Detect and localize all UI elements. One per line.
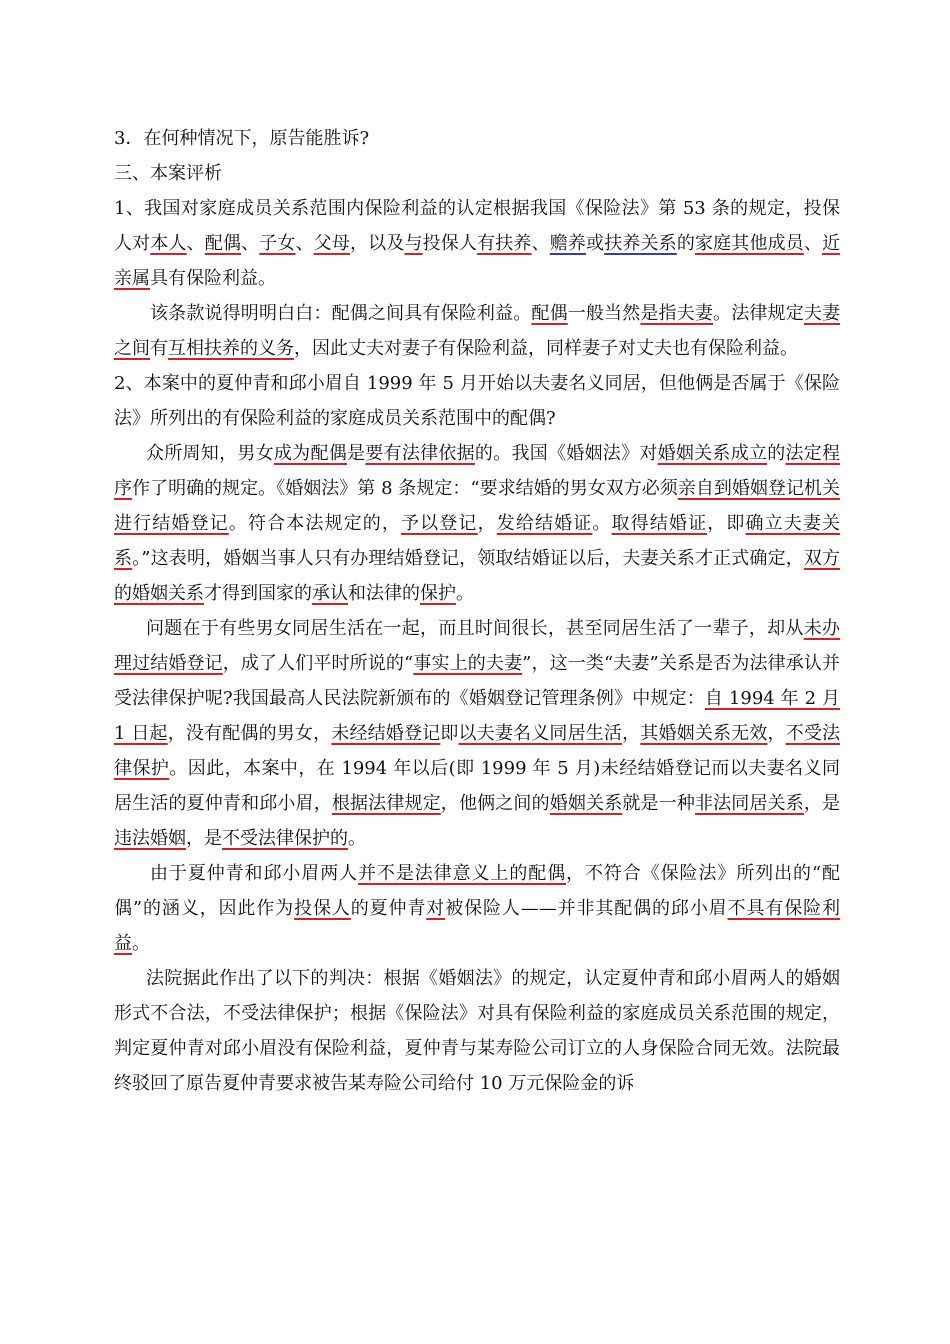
paragraph [114, 191, 840, 296]
text-run: ， [477, 513, 497, 534]
underlined-text: 亲自到婚姻登记机关进行结婚登记 [114, 478, 841, 534]
text-run: 由于夏仲青和邱小眉两人 [150, 863, 359, 884]
paragraph [114, 856, 840, 961]
underlined-text: 有扶养 [477, 233, 532, 254]
underlined-text: 婚姻关系成立 [657, 443, 768, 464]
underlined-text: 不受法律保护的 [222, 828, 348, 849]
text-run: 作了明确的规定。《婚姻法》第 8 条规定：“要求结婚的男女双方必须 [132, 478, 678, 499]
underlined-text: 互相扶养的义务 [168, 338, 294, 359]
underlined-text: 配偶 [531, 303, 568, 324]
text-run: ，不符合《保险法》所列出的“配偶”的涵义，因此作为 [114, 863, 841, 919]
text-run: 。”这表明，婚姻当事人只有办理结婚登记，领取结婚证以后，夫妻关系才正式确定， [132, 548, 804, 569]
text-run: 。法律规定 [713, 303, 804, 324]
underlined-text: 自 1994 年 2 月 1 日起 [114, 688, 840, 744]
paragraph [114, 611, 840, 856]
paragraph [114, 436, 840, 611]
underlined-text: 近亲属 [114, 233, 841, 289]
underlined-text: 是指夫妻 [640, 303, 714, 324]
underlined-text: 取得结婚证 [611, 513, 708, 534]
text-run: 众所周知，男女 [146, 443, 274, 464]
text-run: 就是一种 [622, 793, 695, 814]
paragraph [114, 961, 840, 1101]
underlined-text: 与 [404, 233, 423, 254]
text-run: ， [622, 723, 641, 744]
text-run: 投保人 [422, 233, 478, 254]
text-run: ，以及 [350, 233, 405, 254]
text-run: ，他俩之间的 [440, 793, 550, 814]
text-run: 的。我国《婚姻法》对 [474, 443, 658, 464]
text-run: 。 [456, 583, 474, 604]
underlined-text: 承认 [312, 583, 348, 604]
text-run: 和法律的 [348, 583, 420, 604]
underlined-text: 对 [426, 898, 446, 919]
underlined-text: 事实上的夫妻 [413, 653, 523, 674]
text-run: 、 [531, 233, 550, 254]
underlined-text: 夫妻之间 [114, 303, 841, 359]
underlined-text: 法定程序 [114, 443, 841, 499]
text-run: 或 [586, 233, 605, 254]
text-run: 、 [295, 233, 314, 254]
text-run: 、 [241, 233, 260, 254]
text-run: 2、本案中的夏仲青和邱小眉自 1999 年 5 月开始以夫妻名义同居，但他俩是否属于《保险法》所列出的有保险利益的家庭成员关系范围中的配偶? [114, 373, 840, 429]
underlined-text: 予以登记 [401, 513, 478, 534]
underlined-text: 要有法律依据 [365, 443, 475, 464]
underlined-text: 根据法律规定 [331, 793, 441, 814]
text-run: 。 [132, 933, 150, 954]
underlined-text: 发给结婚证 [496, 513, 593, 534]
underlined-text: 成为配偶 [273, 443, 347, 464]
text-run: ”，这一类“夫妻”关系是否为法律承认并受法律保护呢?我国最高人民法院新颁布的《婚姻登记管理条例》中规定： [114, 653, 841, 709]
text-run: 。 [592, 513, 612, 534]
underlined-text: 非法同居关系 [694, 793, 804, 814]
text-run: 被保险人——并非其配偶的邱小眉 [445, 898, 728, 919]
text-run: 、 [186, 233, 205, 254]
text-run: 具有保险利益。 [150, 268, 276, 289]
document-page [114, 121, 840, 1101]
underlined-text-blue: 扶养关系 [604, 233, 677, 254]
text-run: 3．在何种情况下，原告能胜诉? [114, 128, 370, 149]
underlined-text-blue: 赡养 [549, 233, 587, 254]
text-run: ，没有配偶的男女， [167, 723, 332, 744]
text-run: 有 [150, 338, 168, 359]
underlined-text: 配偶 [204, 233, 242, 254]
underlined-text: 并不是法律意义上的配偶 [358, 863, 567, 884]
text-run: ，即 [707, 513, 746, 534]
paragraph [114, 296, 840, 366]
text-run: ，是 [803, 793, 841, 814]
underlined-text: 不受法律保护 [114, 723, 841, 779]
underlined-text: 以夫妻名义同居生活 [458, 723, 623, 744]
underlined-text: 双方的婚姻关系 [114, 548, 841, 604]
underlined-text: 投保人 [294, 898, 351, 919]
text-run: ，是 [186, 828, 222, 849]
text-run: 的 [676, 233, 695, 254]
text-run: 该条款说得明明白白：配偶之间具有保险利益。 [150, 303, 532, 324]
text-run: 。符合本法规定的， [228, 513, 402, 534]
text-run: 即 [440, 723, 459, 744]
text-run: ，因此丈夫对妻子有保险利益，同样妻子对丈夫也有保险利益。 [294, 338, 798, 359]
text-run: ， [767, 723, 786, 744]
text-run: 。 [348, 828, 366, 849]
text-run: 三、本案评析 [114, 163, 222, 184]
text-run: 问题在于有些男女同居生活在一起，而且时间很长，甚至同居生活了一辈子，却从 [146, 618, 804, 639]
underlined-text: 其婚姻关系无效 [640, 723, 768, 744]
underlined-text: 子女 [259, 233, 296, 254]
paragraph [114, 366, 840, 436]
text-run: 才得到国家的 [204, 583, 312, 604]
text-run: 的夏仲青 [350, 898, 427, 919]
text-run: 。因此，本案中，在 1994 年以后(即 1999 年 5 月)未经结婚登记而以夫妻名义同居生活的夏仲青和邱小眉， [114, 758, 840, 814]
underlined-text: 婚姻关系 [549, 793, 623, 814]
text-run: 的 [767, 443, 786, 464]
underlined-text: 未办理过结婚登记 [114, 618, 841, 674]
text-run: 是 [347, 443, 366, 464]
underlined-text: 父母 [313, 233, 351, 254]
underlined-text: 保护 [420, 583, 456, 604]
text-run: 1、我国对家庭成员关系范围内保险利益的认定根据我国《保险法》第 53 条的规定，投保人对 [114, 198, 840, 254]
underlined-text: 违法婚姻 [114, 828, 186, 849]
underlined-text: 不具有保险利益 [114, 898, 841, 954]
text-run: ，成了人们平时所说的“ [222, 653, 414, 674]
underlined-text: 未经结婚登记 [331, 723, 441, 744]
text-run: 一般当然 [567, 303, 641, 324]
text-run: 法院据此作出了以下的判决：根据《婚姻法》的规定，认定夏仲青和邱小眉两人的婚姻形式不合法，不受法律保护；根据《保险法》对具有保险利益的家庭成员关系范围的规定，判定夏仲青对邱小眉没有保险利益，夏仲青与某寿险公司订立的人身保险合同无效。法院最终驳回了原告夏仲青要求被告某寿险公司给付 10 万元保险金的诉 [114, 968, 840, 1094]
paragraph [114, 156, 840, 191]
underlined-text: 确立夫妻关系 [114, 513, 841, 569]
underlined-text: 家庭其他成员 [695, 233, 804, 254]
text-run: 、 [803, 233, 823, 254]
paragraph [114, 121, 840, 156]
underlined-text: 本人 [150, 233, 187, 254]
